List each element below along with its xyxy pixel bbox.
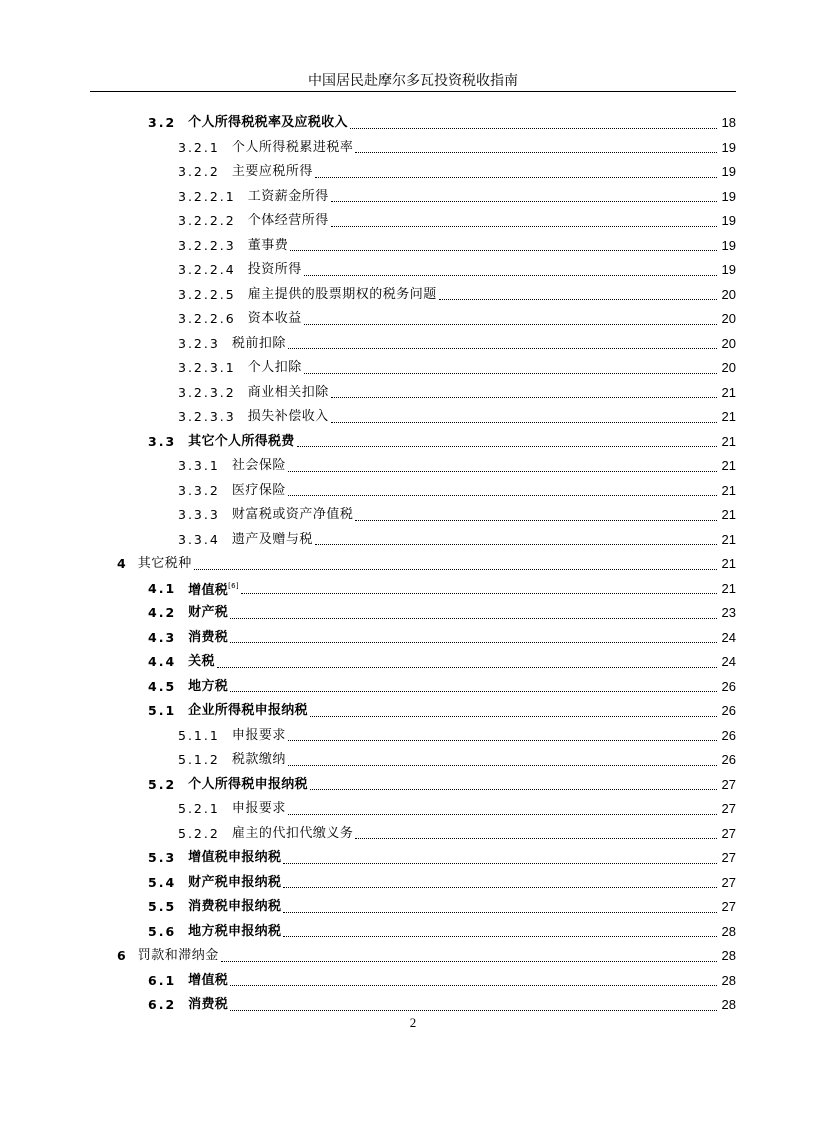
toc-row[interactable] <box>0 234 826 259</box>
toc-row[interactable] <box>0 871 826 896</box>
toc-section-number: 5.1.1 <box>178 727 220 743</box>
toc-section-title-text: 医疗保险 <box>231 482 286 498</box>
toc-row[interactable] <box>0 822 826 847</box>
toc-section-title <box>248 238 289 254</box>
toc-page-number: 26 <box>721 727 736 743</box>
toc-section-title <box>188 973 228 989</box>
toc-page-number: 19 <box>721 262 736 278</box>
toc-section-title <box>232 140 354 156</box>
toc-section-number: 3.2.1 <box>178 139 220 155</box>
dot-leader <box>241 593 717 594</box>
dot-leader <box>283 912 717 913</box>
toc-page-number: 24 <box>721 629 736 645</box>
dot-leader <box>439 299 717 300</box>
toc-entry[interactable] <box>178 136 736 161</box>
toc-row[interactable] <box>0 944 826 969</box>
toc-row[interactable] <box>0 748 826 773</box>
toc-section-title <box>188 630 228 646</box>
toc-section-title <box>248 385 329 401</box>
toc-section-number: 6.2 <box>148 997 177 1013</box>
toc-section-number: 3.2.2 <box>178 164 220 180</box>
toc-page-number: 21 <box>721 482 736 498</box>
toc-section-title <box>188 654 215 670</box>
toc-row[interactable] <box>0 283 826 308</box>
toc-section-title-text: 工资薪金所得 <box>247 188 329 204</box>
toc-section-title <box>232 826 354 842</box>
toc-section-number: 3.3.1 <box>178 458 220 474</box>
dot-leader <box>288 765 717 766</box>
dot-leader <box>297 446 717 447</box>
dot-leader <box>331 201 717 202</box>
toc-section-title <box>188 850 281 866</box>
toc-entry[interactable] <box>178 283 736 308</box>
toc-section-number: 3.2.3.2 <box>178 384 236 400</box>
toc-section-number: 5.5 <box>148 899 177 915</box>
toc-entry[interactable] <box>148 846 736 871</box>
toc-section-title-text: 个人所得税税率及应税收入 <box>188 115 348 131</box>
toc-section-title-text: 申报要求 <box>231 801 286 817</box>
toc-section-number: 3.2 <box>148 115 177 131</box>
toc-page-number: 20 <box>721 311 736 327</box>
toc-page-number: 26 <box>721 703 736 719</box>
toc-section-title <box>232 801 286 817</box>
toc-section-number: 3.2.2.1 <box>178 188 236 204</box>
toc-page-number: 27 <box>721 801 736 817</box>
toc-entry[interactable] <box>178 479 736 504</box>
dot-leader <box>230 1010 717 1011</box>
toc-page-number: 19 <box>721 139 736 155</box>
toc-section-title <box>248 213 329 229</box>
toc-section-title-text: 雇主的代扣代缴义务 <box>231 825 354 841</box>
dot-leader <box>288 348 717 349</box>
toc-section-number: 3.2.2.6 <box>178 311 236 327</box>
toc-section-title-text: 消费税 <box>188 997 229 1013</box>
toc-entry[interactable] <box>178 209 736 234</box>
dot-leader <box>355 520 717 521</box>
toc-section-title <box>138 556 192 572</box>
toc-entry[interactable] <box>148 993 736 1018</box>
toc-section-title-text: 个人所得税累进税率 <box>231 139 354 155</box>
dot-leader <box>350 128 717 129</box>
toc-row[interactable] <box>0 699 826 724</box>
toc-section-title-text: 企业所得税申报纳税 <box>188 703 308 719</box>
dot-leader <box>221 961 717 962</box>
toc-entry[interactable] <box>178 234 736 259</box>
toc-section-number: 3.2.3 <box>178 335 220 351</box>
toc-row[interactable] <box>0 650 826 675</box>
dot-leader <box>315 177 717 178</box>
toc-section-number: 4.4 <box>148 654 177 670</box>
dot-leader <box>288 471 717 472</box>
toc-section-number: 6 <box>117 948 128 964</box>
toc-section-title-text: 资本收益 <box>247 311 302 327</box>
toc-entry[interactable] <box>178 748 736 773</box>
toc-entry[interactable] <box>148 650 736 675</box>
toc-section-title-text: 其它个人所得税费 <box>188 433 295 449</box>
toc-row[interactable] <box>0 675 826 700</box>
toc-section-title-text: 增值税申报纳税 <box>188 850 282 866</box>
dot-leader <box>290 250 717 251</box>
toc-row[interactable] <box>0 895 826 920</box>
toc-page-number: 18 <box>721 115 736 131</box>
toc-section-title <box>248 262 302 278</box>
toc-page-number: 20 <box>721 335 736 351</box>
toc-section-title <box>188 924 281 940</box>
toc-section-title <box>188 115 348 131</box>
toc-section-title-text: 雇主提供的股票期权的税务问题 <box>247 286 437 302</box>
toc-section-title <box>248 409 329 425</box>
toc-row[interactable] <box>0 258 826 283</box>
page-number: 2 <box>409 1015 417 1030</box>
toc-entry[interactable] <box>178 307 736 332</box>
toc-row[interactable] <box>0 846 826 871</box>
toc-section-title-text: 税前扣除 <box>231 335 286 351</box>
toc-page-number: 21 <box>721 409 736 425</box>
toc-section-title-text: 主要应税所得 <box>231 164 313 180</box>
toc-section-number: 4.2 <box>148 605 177 621</box>
dot-leader <box>304 324 717 325</box>
dot-leader <box>283 936 717 937</box>
toc-page-number: 28 <box>721 948 736 964</box>
toc-page-number: 26 <box>721 752 736 768</box>
toc-row[interactable] <box>0 111 826 136</box>
toc-page-number: 21 <box>721 507 736 523</box>
toc-section-number: 5.6 <box>148 923 177 939</box>
toc-section-title <box>138 948 219 964</box>
toc-section-title <box>248 189 329 205</box>
toc-section-number: 5.1.2 <box>178 752 220 768</box>
toc-section-title <box>188 434 294 450</box>
toc-section-number: 3.2.3.3 <box>178 409 236 425</box>
toc-entry[interactable] <box>117 552 736 577</box>
toc-section-title-text: 社会保险 <box>231 458 286 474</box>
toc-section-number: 3.2.2.3 <box>178 237 236 253</box>
toc-section-title-text: 财产税 <box>188 605 229 621</box>
toc-page-number: 27 <box>721 850 736 866</box>
toc-section-number: 6.1 <box>148 972 177 988</box>
dot-leader <box>230 691 717 692</box>
toc-page-number: 19 <box>721 164 736 180</box>
toc-section-title-text: 商业相关扣除 <box>247 384 329 400</box>
toc-section-number: 3.3.3 <box>178 507 220 523</box>
dot-leader <box>304 275 717 276</box>
toc-section-title-text: 财产税申报纳税 <box>188 874 282 890</box>
toc-entry[interactable] <box>178 258 736 283</box>
toc-row[interactable] <box>0 601 826 626</box>
toc-row[interactable] <box>0 993 826 1018</box>
toc-section-title-text: 消费税 <box>188 629 229 645</box>
toc-entry[interactable] <box>178 332 736 357</box>
toc-section-title-text: 财富税或资产净值税 <box>231 507 354 523</box>
toc-section-title <box>248 311 302 327</box>
dot-leader <box>230 642 717 643</box>
toc-row[interactable] <box>0 503 826 528</box>
toc-page-number: 27 <box>721 825 736 841</box>
toc-entry[interactable] <box>148 601 736 626</box>
toc-section-title <box>232 752 286 768</box>
toc-row[interactable] <box>0 454 826 479</box>
toc-section-title <box>188 777 308 793</box>
toc-section-title <box>232 458 286 474</box>
toc-section-title-text: 遗产及赠与税 <box>231 531 313 547</box>
toc-entry[interactable] <box>148 773 736 798</box>
toc-section-title-text: 申报要求 <box>231 727 286 743</box>
toc-entry[interactable] <box>148 111 736 136</box>
toc-entry[interactable] <box>148 969 736 994</box>
toc-page-number: 27 <box>721 874 736 890</box>
dot-leader <box>331 422 717 423</box>
toc-entry[interactable] <box>178 405 736 430</box>
toc-row[interactable] <box>0 626 826 651</box>
toc-row[interactable] <box>0 773 826 798</box>
toc-row[interactable] <box>0 724 826 749</box>
toc-entry[interactable] <box>148 895 736 920</box>
table-of-contents <box>0 111 826 1018</box>
toc-section-title-text: 个体经营所得 <box>247 213 329 229</box>
toc-page-number: 27 <box>721 899 736 915</box>
toc-section-number: 5.2.1 <box>178 801 220 817</box>
toc-section-title <box>248 360 302 376</box>
dot-leader <box>310 716 717 717</box>
toc-page-number: 26 <box>721 678 736 694</box>
dot-leader <box>283 863 717 864</box>
toc-entry[interactable] <box>148 577 736 602</box>
toc-row[interactable] <box>0 332 826 357</box>
toc-section-number: 3.2.3.1 <box>178 360 236 376</box>
toc-entry[interactable] <box>148 430 736 455</box>
toc-section-number: 3.3 <box>148 433 177 449</box>
header-rule <box>90 91 736 92</box>
toc-entry[interactable] <box>148 920 736 945</box>
toc-section-number: 5.4 <box>148 874 177 890</box>
toc-page-number: 28 <box>721 997 736 1013</box>
toc-page-number: 19 <box>721 237 736 253</box>
toc-page-number: 21 <box>721 384 736 400</box>
toc-section-number: 5.2 <box>148 776 177 792</box>
dot-leader <box>283 887 717 888</box>
toc-section-number: 5.1 <box>148 703 177 719</box>
toc-section-title <box>188 875 281 891</box>
toc-section-number: 4.3 <box>148 629 177 645</box>
toc-page-number: 21 <box>721 433 736 449</box>
toc-entry[interactable] <box>178 822 736 847</box>
toc-page-number: 23 <box>721 605 736 621</box>
toc-page-number: 21 <box>721 580 736 596</box>
running-header: 中国居民赴摩尔多瓦投资税收指南 <box>308 73 518 89</box>
toc-section-title-text: 地方税申报纳税 <box>188 923 282 939</box>
toc-section-title <box>248 287 437 303</box>
toc-section-title <box>232 483 286 499</box>
toc-row[interactable] <box>0 405 826 430</box>
dot-leader <box>331 397 717 398</box>
toc-section-title <box>232 336 286 352</box>
toc-entry[interactable] <box>148 626 736 651</box>
toc-row[interactable] <box>0 209 826 234</box>
dot-leader <box>355 152 717 153</box>
toc-section-number: 3.3.4 <box>178 531 220 547</box>
toc-entry[interactable] <box>148 699 736 724</box>
toc-row[interactable] <box>0 479 826 504</box>
toc-row[interactable] <box>0 160 826 185</box>
toc-entry[interactable] <box>148 675 736 700</box>
toc-section-title-text: 税款缴纳 <box>231 752 286 768</box>
toc-section-number: 4 <box>117 556 128 572</box>
toc-page-number: 21 <box>721 556 736 572</box>
dot-leader <box>315 544 717 545</box>
toc-page-number: 28 <box>721 923 736 939</box>
toc-section-title-text: 其它税种 <box>137 556 192 572</box>
toc-row[interactable] <box>0 136 826 161</box>
footnote-reference[interactable]: [6] <box>228 582 239 591</box>
toc-section-title-text: 罚款和滞纳金 <box>137 948 219 964</box>
toc-section-title-text: 消费税申报纳税 <box>188 899 282 915</box>
toc-section-number: 3.2.2.5 <box>178 286 236 302</box>
toc-section-title <box>188 605 228 621</box>
toc-row[interactable] <box>0 920 826 945</box>
toc-page-number: 20 <box>721 360 736 376</box>
toc-entry[interactable] <box>117 944 736 969</box>
toc-entry[interactable] <box>178 724 736 749</box>
toc-section-title <box>188 997 228 1013</box>
toc-entry[interactable] <box>178 356 736 381</box>
toc-section-title <box>232 164 313 180</box>
toc-section-title <box>232 507 354 523</box>
toc-page-number: 21 <box>721 458 736 474</box>
toc-entry[interactable] <box>178 185 736 210</box>
toc-section-title-text: 投资所得 <box>247 262 302 278</box>
toc-row[interactable] <box>0 528 826 553</box>
toc-section-title <box>232 532 313 548</box>
toc-section-number: 3.2.2.2 <box>178 213 236 229</box>
dot-leader <box>288 740 717 741</box>
toc-section-title-text: 增值税 <box>188 583 229 599</box>
dot-leader <box>288 495 717 496</box>
toc-entry[interactable] <box>148 871 736 896</box>
toc-section-number: 4.1 <box>148 580 177 596</box>
toc-section-title <box>232 728 286 744</box>
toc-section-number: 3.2.2.4 <box>178 262 236 278</box>
dot-leader <box>217 667 717 668</box>
dot-leader <box>288 814 717 815</box>
toc-row[interactable] <box>0 307 826 332</box>
dot-leader <box>355 838 717 839</box>
toc-section-title-text: 地方税 <box>188 678 229 694</box>
toc-row[interactable] <box>0 552 826 577</box>
toc-section-title-text: 损失补偿收入 <box>247 409 329 425</box>
toc-section-title-text: 关税 <box>188 654 215 670</box>
toc-section-number: 5.2.2 <box>178 825 220 841</box>
toc-row[interactable] <box>0 381 826 406</box>
toc-page-number: 19 <box>721 213 736 229</box>
toc-section-number: 4.5 <box>148 678 177 694</box>
toc-row[interactable] <box>0 797 826 822</box>
toc-row[interactable] <box>0 185 826 210</box>
toc-entry[interactable] <box>178 797 736 822</box>
toc-section-number: 5.3 <box>148 850 177 866</box>
dot-leader <box>304 373 717 374</box>
toc-page-number: 28 <box>721 972 736 988</box>
toc-row[interactable] <box>0 969 826 994</box>
dot-leader <box>230 985 717 986</box>
toc-entry[interactable] <box>178 454 736 479</box>
toc-section-title-text: 个人所得税申报纳税 <box>188 776 308 792</box>
dot-leader <box>194 569 717 570</box>
toc-row[interactable] <box>0 430 826 455</box>
toc-page-number: 27 <box>721 776 736 792</box>
toc-entry[interactable] <box>178 381 736 406</box>
toc-section-title-text: 董事费 <box>247 237 289 253</box>
toc-section-title-text: 增值税 <box>188 972 229 988</box>
toc-section-number: 3.3.2 <box>178 482 220 498</box>
toc-section-title <box>188 899 281 915</box>
toc-entry[interactable] <box>178 528 736 553</box>
dot-leader <box>331 226 717 227</box>
toc-page-number: 20 <box>721 286 736 302</box>
toc-section-title <box>188 679 228 695</box>
toc-section-title <box>188 703 308 719</box>
dot-leader <box>230 618 717 619</box>
toc-page-number: 24 <box>721 654 736 670</box>
toc-entry[interactable] <box>178 160 736 185</box>
toc-row[interactable] <box>0 356 826 381</box>
toc-section-title-text: 个人扣除 <box>247 360 302 376</box>
toc-section-title <box>188 578 239 599</box>
toc-row[interactable] <box>0 577 826 602</box>
toc-page-number: 21 <box>721 531 736 547</box>
toc-entry[interactable] <box>178 503 736 528</box>
toc-page-number: 19 <box>721 188 736 204</box>
dot-leader <box>310 789 717 790</box>
